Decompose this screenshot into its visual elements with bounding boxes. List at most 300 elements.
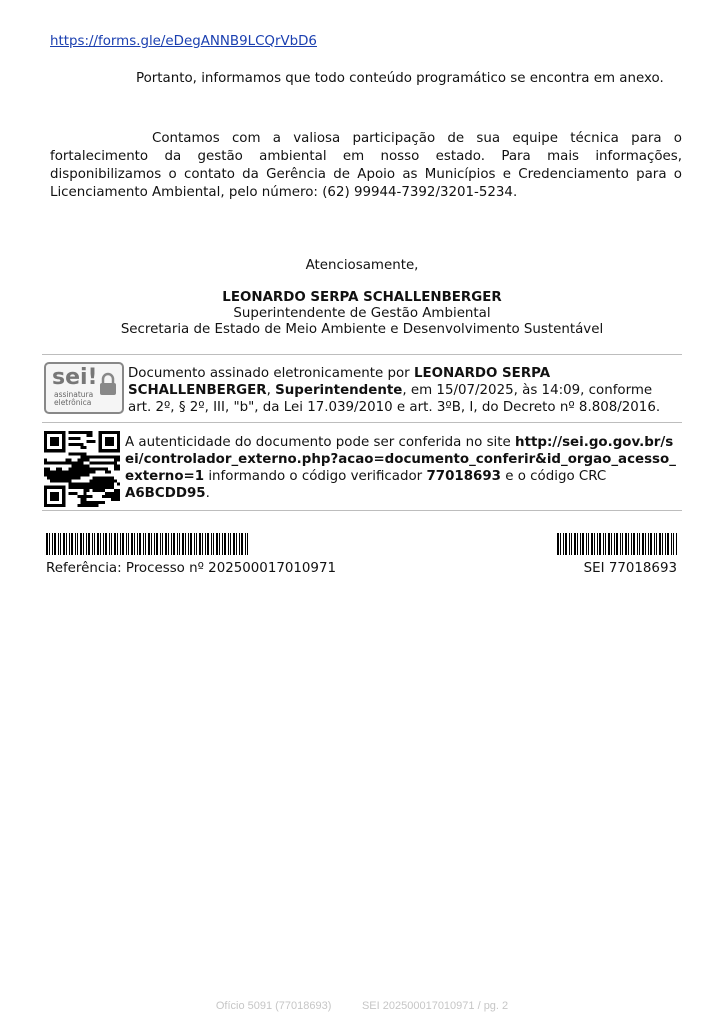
- barcode-bar: [207, 533, 209, 555]
- qr-module: [68, 458, 71, 461]
- barcode-bar: [608, 533, 610, 555]
- qr-module: [62, 474, 65, 477]
- qr-module: [77, 458, 80, 461]
- qr-module: [117, 483, 120, 486]
- qr-module: [105, 471, 108, 474]
- barcode-bar: [80, 533, 82, 555]
- qr-module: [102, 489, 105, 492]
- qr-module: [102, 477, 105, 480]
- barcode-bar: [597, 533, 598, 555]
- qr-module: [59, 474, 62, 477]
- qr-module: [96, 504, 99, 507]
- qr-module: [90, 440, 93, 443]
- qr-module: [96, 480, 99, 483]
- qr-module: [53, 477, 56, 480]
- qr-module: [59, 461, 62, 464]
- qr-module: [56, 461, 59, 464]
- qr-module: [62, 461, 65, 464]
- qr-module: [68, 483, 71, 486]
- qr-module: [99, 455, 102, 458]
- qr-module: [71, 477, 74, 480]
- barcode-bar: [665, 533, 666, 555]
- qr-module: [90, 480, 93, 483]
- barcode-bar: [103, 533, 104, 555]
- qr-module: [71, 467, 74, 470]
- barcode-bar: [673, 533, 674, 555]
- barcode-bar: [58, 533, 59, 555]
- qr-module: [77, 474, 80, 477]
- barcode-bar: [120, 533, 121, 555]
- qr-module: [117, 492, 120, 495]
- page-footer: Ofício 5091 (77018693) SEI 202500017010971 / pg. 2: [215, 1000, 509, 1012]
- qr-module: [56, 477, 59, 480]
- barcode-bar: [233, 533, 235, 555]
- qr-module: [71, 431, 74, 434]
- barcode-bar: [171, 533, 172, 555]
- barcode-bar: [156, 533, 158, 555]
- qr-module: [71, 464, 74, 467]
- barcode-bar: [659, 533, 661, 555]
- qr-module: [80, 495, 83, 498]
- qr-module: [74, 461, 77, 464]
- qr-module: [108, 480, 111, 483]
- qr-module: [68, 461, 71, 464]
- barcode-bar: [134, 533, 135, 555]
- barcode-bar: [648, 533, 649, 555]
- qr-module: [84, 458, 87, 461]
- qr-module: [102, 455, 105, 458]
- qr-module: [96, 483, 99, 486]
- qr-module: [59, 480, 62, 483]
- qr-module: [87, 489, 90, 492]
- qr-module: [71, 486, 74, 489]
- signer-department: Secretaria de Estado de Meio Ambiente e Desenvolvimento Sustentável: [120, 322, 604, 337]
- process-reference: Referência: Processo nº 202500017010971: [46, 561, 336, 576]
- qr-module: [77, 467, 80, 470]
- barcode-bar: [100, 533, 101, 555]
- qr-module: [90, 467, 93, 470]
- qr-module: [99, 501, 102, 504]
- barcode-bar: [131, 533, 133, 555]
- barcode-bar: [160, 533, 161, 555]
- barcode-bar: [577, 533, 578, 555]
- qr-module: [68, 452, 71, 455]
- qr-module: [65, 461, 68, 464]
- sei-signature-logo: [44, 362, 124, 414]
- qr-module: [68, 474, 71, 477]
- barcode-bar: [190, 533, 192, 555]
- qr-module: [84, 431, 87, 434]
- qr-module: [77, 431, 80, 434]
- qr-module: [111, 461, 114, 464]
- authenticity-statement: A autenticidade do documento pode ser conferida no site http://sei.go.gov.br/sei/controlador_externo.php?acao=documento_conferir&id_orgao_acesso_externo=1 informando o código verificador 77018693 e o código CRC A6BCDD95.: [125, 435, 676, 501]
- barcode-bar: [128, 533, 129, 555]
- barcode-bar: [88, 533, 90, 555]
- barcode-bar: [165, 533, 167, 555]
- barcode-bar: [46, 533, 48, 555]
- qr-module: [74, 483, 77, 486]
- qr-module: [56, 471, 59, 474]
- qr-module: [99, 483, 102, 486]
- barcode-bar: [196, 533, 197, 555]
- qr-module: [84, 452, 87, 455]
- qr-module: [102, 486, 105, 489]
- barcode-bar: [49, 533, 50, 555]
- barcode-bar: [611, 533, 612, 555]
- qr-module: [84, 498, 87, 501]
- barcode-left: [46, 533, 249, 555]
- qr-module: [71, 471, 74, 474]
- qr-module: [117, 498, 120, 501]
- qr-module: [71, 492, 74, 495]
- qr-module: [84, 489, 87, 492]
- barcode-bar: [213, 533, 214, 555]
- barcode-bar: [83, 533, 84, 555]
- qr-module: [108, 492, 111, 495]
- qr-module: [111, 486, 114, 489]
- barcode-bar: [162, 533, 163, 555]
- qr-module: [74, 467, 77, 470]
- qr-module: [65, 477, 68, 480]
- qr-module: [80, 467, 83, 470]
- qr-module: [50, 480, 53, 483]
- barcode-bar: [580, 533, 581, 555]
- qr-module: [93, 477, 96, 480]
- qr-module: [96, 486, 99, 489]
- form-link[interactable]: https://forms.gle/eDegANNB9LCQrVbD6: [50, 34, 317, 49]
- qr-module: [93, 489, 96, 492]
- lock-icon: [98, 372, 118, 396]
- qr-module: [96, 461, 99, 464]
- qr-module: [117, 489, 120, 492]
- barcode-bar: [179, 533, 180, 555]
- qr-module: [111, 480, 114, 483]
- qr-module: [90, 471, 93, 474]
- qr-code: [44, 431, 120, 507]
- barcode-bar: [560, 533, 561, 555]
- barcode-right: [557, 533, 677, 555]
- verification-url[interactable]: http://sei.go.gov.br/sei/controlador_externo.php?acao=documento_conferir&id_orgao_acesso_externo=1: [125, 435, 676, 484]
- qr-module: [77, 483, 80, 486]
- qr-module: [80, 455, 83, 458]
- barcode-bar: [637, 533, 638, 555]
- qr-module: [93, 501, 96, 504]
- qr-module: [80, 458, 83, 461]
- sei-logo-sub2: eletrônica: [54, 398, 92, 407]
- qr-module: [84, 471, 87, 474]
- barcode-bar: [631, 533, 632, 555]
- barcode-bar: [75, 533, 76, 555]
- qr-module: [77, 495, 80, 498]
- qr-module: [77, 486, 80, 489]
- qr-module: [108, 461, 111, 464]
- qr-module: [93, 483, 96, 486]
- qr-module: [105, 467, 108, 470]
- qr-module: [77, 461, 80, 464]
- qr-module: [84, 446, 87, 449]
- qr-module: [71, 452, 74, 455]
- qr-module: [65, 480, 68, 483]
- qr-module: [56, 474, 59, 477]
- qr-module: [114, 461, 117, 464]
- qr-module: [117, 464, 120, 467]
- qr-module: [74, 477, 77, 480]
- qr-module: [102, 501, 105, 504]
- signer-role: Superintendente de Gestão Ambiental: [233, 306, 491, 321]
- qr-module: [99, 461, 102, 464]
- barcode-bar: [86, 533, 87, 555]
- qr-module: [84, 501, 87, 504]
- qr-module: [108, 455, 111, 458]
- qr-module: [87, 474, 90, 477]
- qr-module: [71, 483, 74, 486]
- barcode-bar: [148, 533, 150, 555]
- qr-module: [87, 467, 90, 470]
- qr-module: [90, 455, 93, 458]
- qr-module: [87, 486, 90, 489]
- paragraph-contact-info: Contamos com a valiosa participação de sua equipe técnica para o fortalecimento da gestão ambiental em nosso estado. Para mais informações, disponibilizamos o contato da Gerência de Apoio as Municípios e Credenciamento para o Licenciamento Ambiental, pelo número: (62) 99944-7392/3201-5234.: [50, 131, 682, 200]
- barcode-bar: [114, 533, 116, 555]
- qr-module: [99, 480, 102, 483]
- barcode-bar: [177, 533, 178, 555]
- sei-logo-text: sei!: [52, 365, 98, 390]
- barcode-bar: [105, 533, 107, 555]
- barcode-bar: [574, 533, 576, 555]
- qr-module: [74, 474, 77, 477]
- barcode-bar: [54, 533, 56, 555]
- qr-module: [53, 461, 56, 464]
- qr-module: [111, 498, 114, 501]
- qr-module: [53, 474, 56, 477]
- qr-module: [111, 495, 114, 498]
- qr-module: [111, 492, 114, 495]
- barcode-bar: [236, 533, 237, 555]
- barcode-bar: [211, 533, 212, 555]
- barcode-bar: [60, 533, 61, 555]
- qr-module: [117, 495, 120, 498]
- qr-module: [90, 504, 93, 507]
- qr-module: [80, 504, 83, 507]
- barcode-bar: [662, 533, 663, 555]
- barcode-bar: [650, 533, 652, 555]
- qr-module: [56, 467, 59, 470]
- qr-module: [90, 431, 93, 434]
- qr-module: [108, 471, 111, 474]
- qr-module: [68, 477, 71, 480]
- barcode-bar: [188, 533, 189, 555]
- qr-module: [50, 471, 53, 474]
- barcode-bar: [614, 533, 615, 555]
- qr-module: [87, 458, 90, 461]
- barcode-bar: [569, 533, 570, 555]
- qr-module: [80, 452, 83, 455]
- qr-module: [47, 474, 50, 477]
- barcode-bar: [582, 533, 584, 555]
- qr-module: [65, 458, 68, 461]
- barcode-bar: [616, 533, 618, 555]
- qr-module: [111, 483, 114, 486]
- qr-module: [99, 467, 102, 470]
- barcode-bar: [639, 533, 640, 555]
- qr-module: [84, 455, 87, 458]
- qr-module: [84, 467, 87, 470]
- qr-module: [93, 467, 96, 470]
- qr-module: [114, 480, 117, 483]
- barcode-bar: [656, 533, 657, 555]
- barcode-bar: [185, 533, 186, 555]
- qr-module: [77, 437, 80, 440]
- barcode-bar: [241, 533, 243, 555]
- barcode-bar: [111, 533, 112, 555]
- qr-module: [84, 495, 87, 498]
- qr-module: [90, 461, 93, 464]
- qr-module: [84, 486, 87, 489]
- qr-module: [102, 467, 105, 470]
- qr-module: [80, 431, 83, 434]
- barcode-bar: [588, 533, 589, 555]
- barcode-bar: [92, 533, 93, 555]
- barcode-bar: [563, 533, 564, 555]
- qr-module: [105, 483, 108, 486]
- barcode-bar: [654, 533, 655, 555]
- qr-module: [117, 455, 120, 458]
- qr-module: [93, 440, 96, 443]
- qr-module: [99, 489, 102, 492]
- closing-text: Atenciosamente,: [305, 258, 419, 273]
- qr-module: [96, 477, 99, 480]
- barcode-bar: [625, 533, 627, 555]
- barcode-bar: [571, 533, 572, 555]
- qr-module: [74, 492, 77, 495]
- barcode-bar: [182, 533, 184, 555]
- barcode-bar: [222, 533, 223, 555]
- qr-module: [77, 504, 80, 507]
- qr-module: [59, 477, 62, 480]
- barcode-bar: [228, 533, 229, 555]
- barcode-bar: [97, 533, 99, 555]
- barcode-bar: [239, 533, 240, 555]
- barcode-bar: [71, 533, 73, 555]
- qr-module: [77, 477, 80, 480]
- qr-module: [117, 458, 120, 461]
- barcode-bar: [126, 533, 127, 555]
- qr-module: [102, 483, 105, 486]
- divider-top: [42, 354, 682, 355]
- qr-module: [105, 486, 108, 489]
- barcode-bar: [230, 533, 231, 555]
- qr-module: [93, 471, 96, 474]
- qr-module: [105, 492, 108, 495]
- barcode-bar: [219, 533, 220, 555]
- qr-module: [80, 501, 83, 504]
- qr-module: [62, 480, 65, 483]
- qr-module: [65, 471, 68, 474]
- barcode-bar: [205, 533, 206, 555]
- qr-module: [68, 437, 71, 440]
- barcode-bar: [154, 533, 155, 555]
- barcode-bar: [245, 533, 246, 555]
- qr-module: [74, 443, 77, 446]
- qr-module: [96, 489, 99, 492]
- qr-module: [108, 495, 111, 498]
- barcode-bar: [594, 533, 595, 555]
- qr-module: [74, 437, 77, 440]
- qr-module: [44, 474, 47, 477]
- barcode-bar: [642, 533, 644, 555]
- barcode-bar: [622, 533, 623, 555]
- barcode-bar: [671, 533, 672, 555]
- qr-module: [102, 480, 105, 483]
- barcode-bar: [586, 533, 587, 555]
- qr-module: [84, 464, 87, 467]
- qr-module: [77, 452, 80, 455]
- qr-module: [47, 461, 50, 464]
- barcode-bar: [224, 533, 226, 555]
- qr-module: [71, 461, 74, 464]
- qr-module: [71, 437, 74, 440]
- qr-module: [68, 471, 71, 474]
- qr-module: [90, 486, 93, 489]
- qr-module: [99, 477, 102, 480]
- barcode-bar: [109, 533, 110, 555]
- qr-module: [77, 464, 80, 467]
- barcode-bar: [633, 533, 635, 555]
- qr-module: [90, 483, 93, 486]
- qr-module: [87, 440, 90, 443]
- qr-module: [74, 464, 77, 467]
- qr-module: [108, 486, 111, 489]
- barcode-bar: [667, 533, 669, 555]
- qr-module: [114, 489, 117, 492]
- barcode-bar: [565, 533, 567, 555]
- qr-module: [114, 498, 117, 501]
- qr-module: [80, 486, 83, 489]
- barcode-bar: [137, 533, 138, 555]
- paragraph-attachment-note: Portanto, informamos que todo conteúdo programático se encontra em anexo.: [136, 71, 664, 86]
- qr-module: [44, 461, 47, 464]
- divider-bottom: [42, 510, 682, 511]
- barcode-bar: [557, 533, 559, 555]
- qr-module: [87, 501, 90, 504]
- divider-middle: [42, 422, 682, 423]
- barcode-bar: [591, 533, 593, 555]
- qr-module: [62, 471, 65, 474]
- qr-module: [68, 467, 71, 470]
- barcode-bar: [139, 533, 141, 555]
- qr-module: [87, 483, 90, 486]
- qr-module: [59, 467, 62, 470]
- barcode-bar: [122, 533, 124, 555]
- barcode-bar: [645, 533, 646, 555]
- barcode-bar: [194, 533, 195, 555]
- qr-module: [114, 495, 117, 498]
- qr-module: [114, 455, 117, 458]
- qr-module: [74, 431, 77, 434]
- qr-module: [47, 467, 50, 470]
- qr-module: [47, 471, 50, 474]
- barcode-bar: [603, 533, 604, 555]
- barcode-bar: [94, 533, 95, 555]
- qr-module: [105, 477, 108, 480]
- qr-module: [114, 467, 117, 470]
- qr-module: [44, 458, 47, 461]
- qr-module: [47, 477, 50, 480]
- qr-module: [84, 492, 87, 495]
- qr-module: [50, 461, 53, 464]
- qr-module: [44, 471, 47, 474]
- signature-statement: Documento assinado eletronicamente por LEONARDO SERPA SCHALLENBERGER, Superintendente, em 15/07/2025, às 14:09, conforme art. 2º, § 2º, III, "b", da Lei 17.039/2010 e art. 3ºB, I, do Decreto nº 8.808/2016.: [128, 366, 661, 415]
- qr-module: [50, 477, 53, 480]
